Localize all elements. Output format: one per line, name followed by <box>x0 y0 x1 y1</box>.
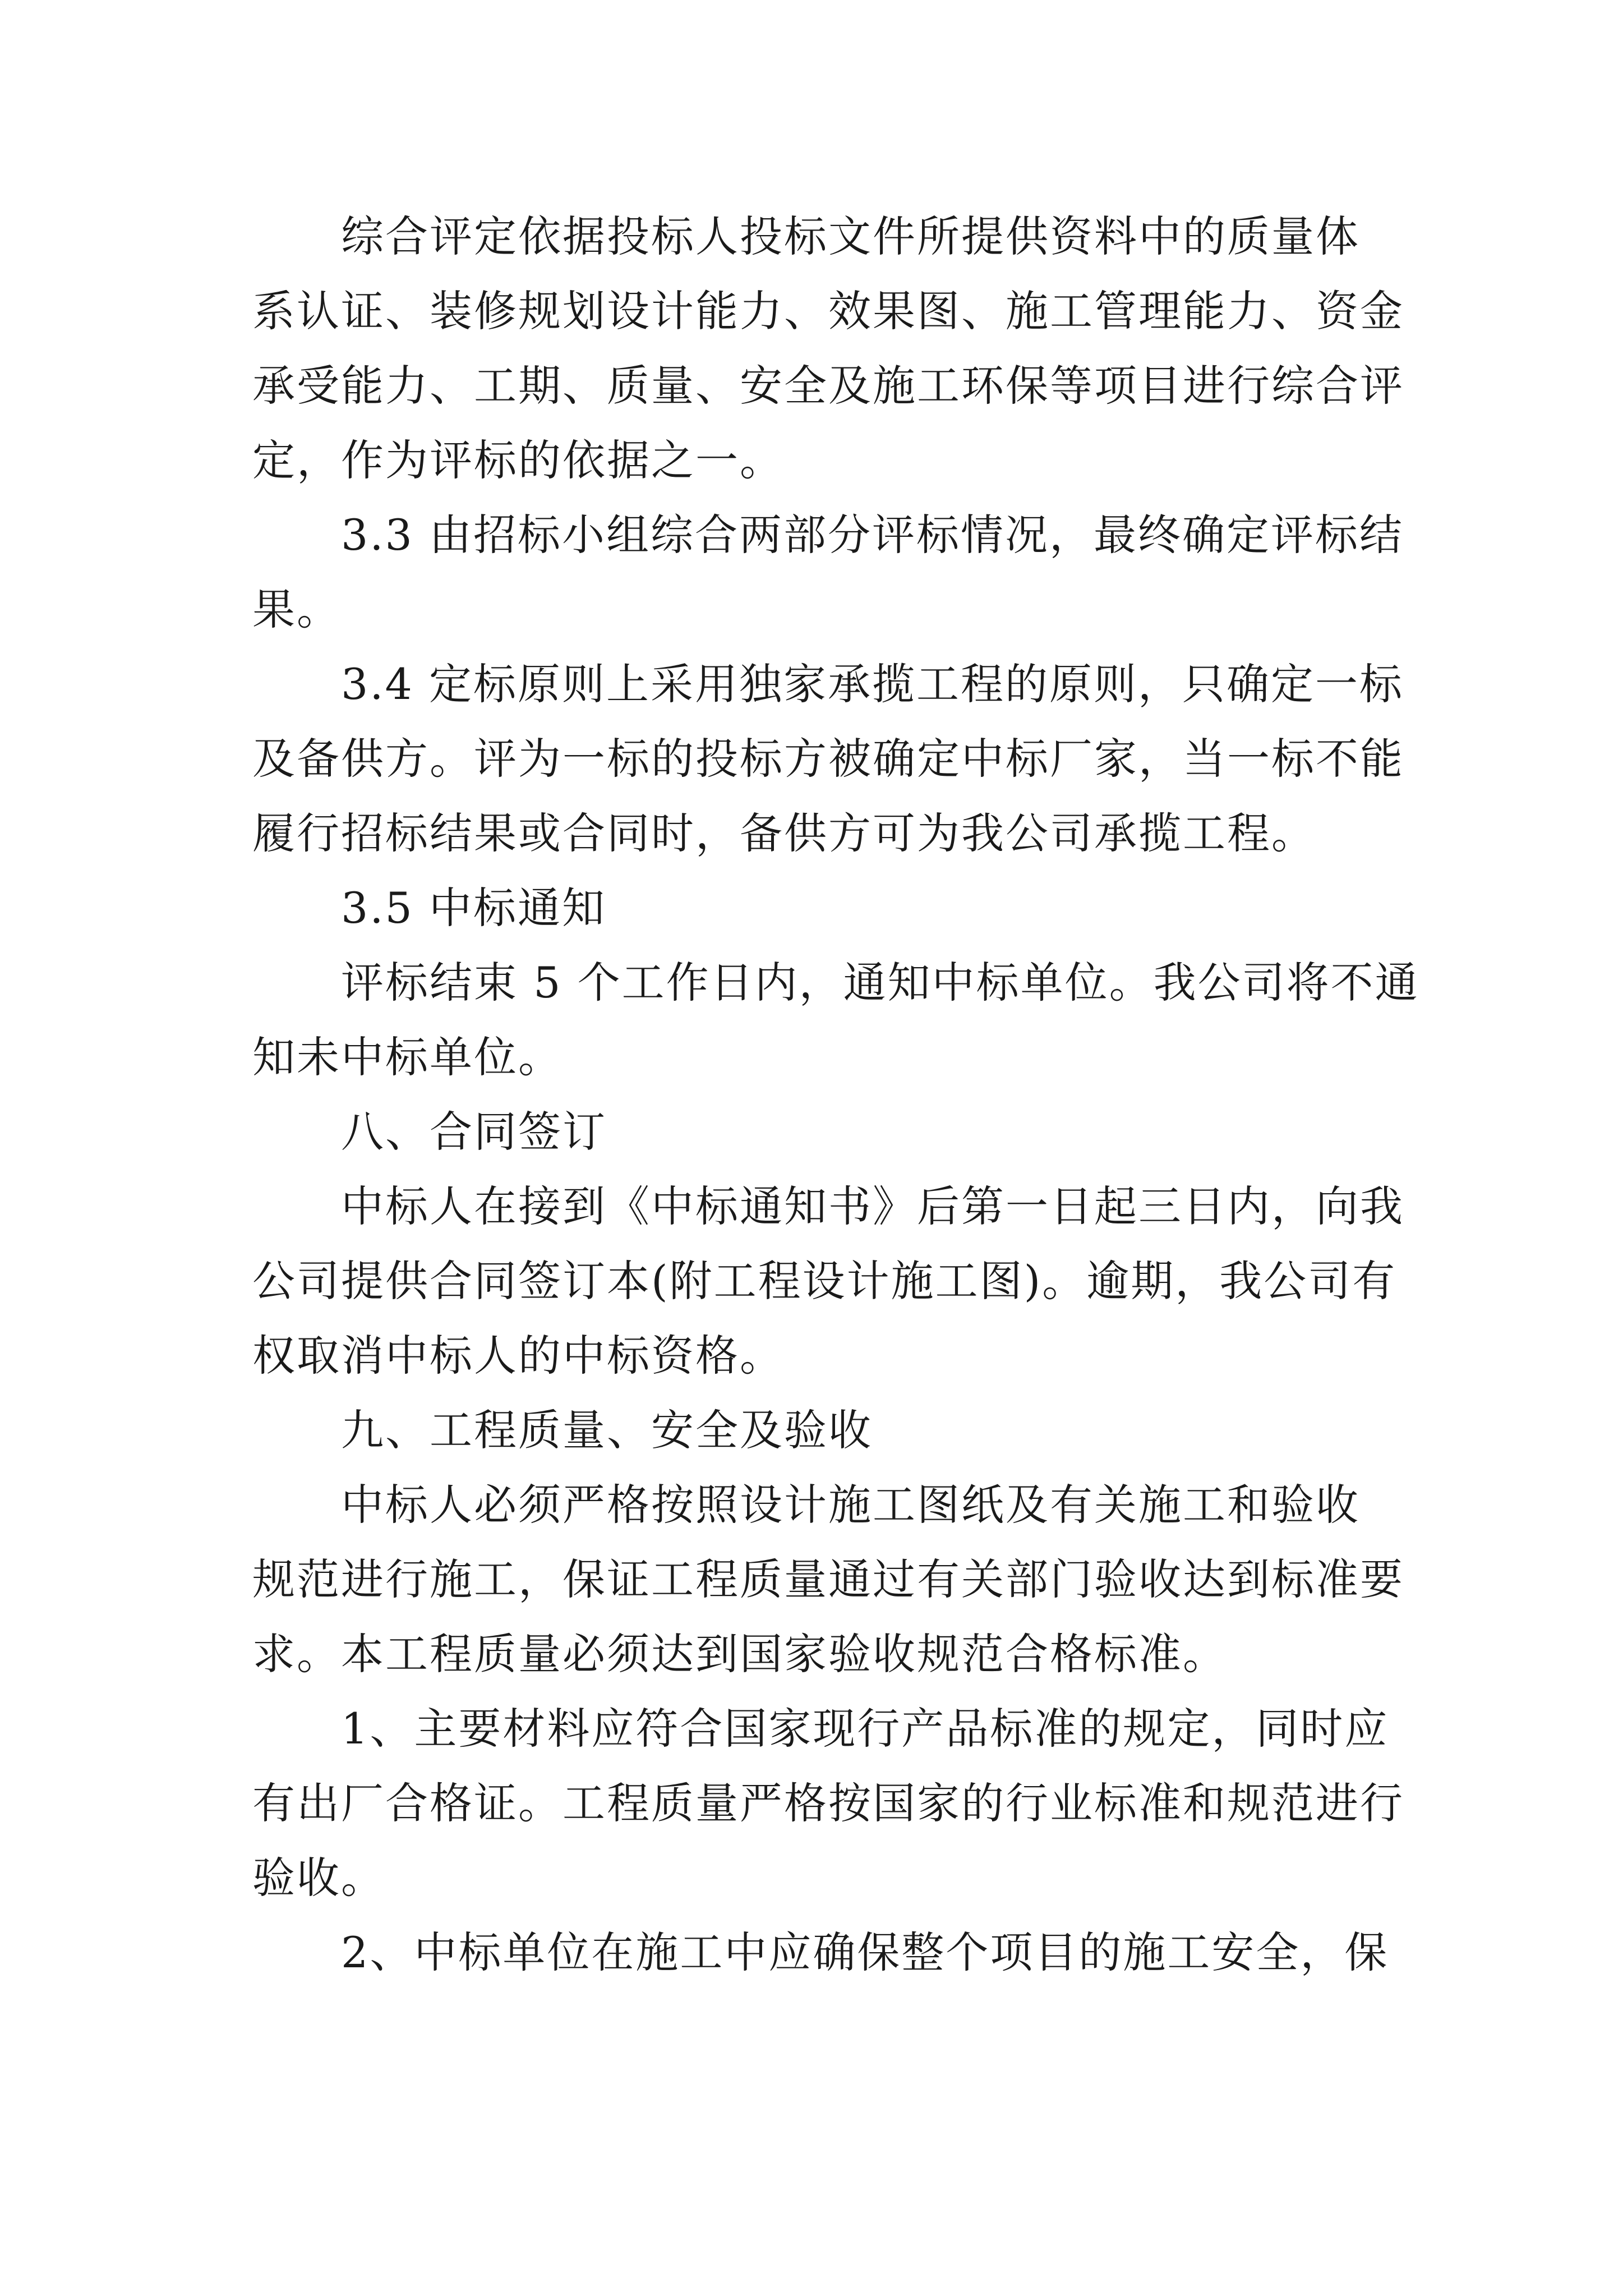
text-line: 规范进行施工，保证工程质量通过有关部门验收达到标准要 <box>252 1554 1404 1604</box>
text-line: 1、主要材料应符合国家现行产品标准的规定，同时应 <box>341 1704 1389 1754</box>
text-line: 履行招标结果或合同时，备供方可为我公司承揽工程。 <box>252 808 1316 858</box>
paragraph-notification <box>252 945 1419 1094</box>
paragraph-3-3 <box>252 498 1404 647</box>
text-line: 求。本工程质量必须达到国家验收规范合格标准。 <box>252 1629 1227 1679</box>
heading-section-9 <box>252 1393 1374 1467</box>
text-line: 权取消中标人的中标资格。 <box>252 1331 784 1381</box>
heading-section-8 <box>252 1094 1374 1169</box>
paragraph-3-4 <box>252 647 1404 871</box>
text-line: 果。 <box>252 585 341 634</box>
document-body <box>252 199 1419 1990</box>
text-line: 及备供方。评为一标的投标方被确定中标厂家，当一标不能 <box>252 734 1404 784</box>
text-line: 八、合同签订 <box>341 1107 607 1157</box>
paragraph-item-1 <box>252 1691 1404 1915</box>
paragraph-contract-signing <box>252 1169 1404 1393</box>
text-line: 中标人在接到《中标通知书》后第一日起三日内，向我 <box>341 1181 1404 1231</box>
text-line: 2、中标单位在施工中应确保整个项目的施工安全，保 <box>341 1927 1389 1977</box>
text-line: 系认证、装修规划设计能力、效果图、施工管理能力、资金 <box>252 286 1404 336</box>
text-line: 3.5 中标通知 <box>341 883 607 933</box>
text-line: 中标人必须严格按照设计施工图纸及有关施工和验收 <box>341 1480 1360 1530</box>
text-line: 3.4 定标原则上采用独家承揽工程的原则，只确定一标 <box>341 659 1404 709</box>
paragraph-evaluation-basis <box>252 199 1404 498</box>
text-line: 定，作为评标的依据之一。 <box>252 435 784 485</box>
text-line: 公司提供合同签订本(附工程设计施工图)。逾期，我公司有 <box>252 1256 1397 1306</box>
text-line: 九、工程质量、安全及验收 <box>341 1405 873 1455</box>
text-line: 评标结束 5 个工作日内，通知中标单位。我公司将不通 <box>341 958 1419 1007</box>
heading-3-5 <box>252 871 1374 945</box>
text-line: 3.3 由招标小组综合两部分评标情况，最终确定评标结 <box>341 510 1404 560</box>
text-line: 综合评定依据投标人投标文件所提供资料中的质量体 <box>341 211 1360 261</box>
paragraph-item-2 <box>252 1915 1389 1990</box>
text-line: 有出厂合格证。工程质量严格按国家的行业标准和规范进行 <box>252 1778 1404 1828</box>
text-line: 知未中标单位。 <box>252 1032 562 1082</box>
paragraph-construction-standards <box>252 1467 1404 1691</box>
text-line: 验收。 <box>252 1853 385 1903</box>
text-line: 承受能力、工期、质量、安全及施工环保等项目进行综合评 <box>252 361 1404 411</box>
